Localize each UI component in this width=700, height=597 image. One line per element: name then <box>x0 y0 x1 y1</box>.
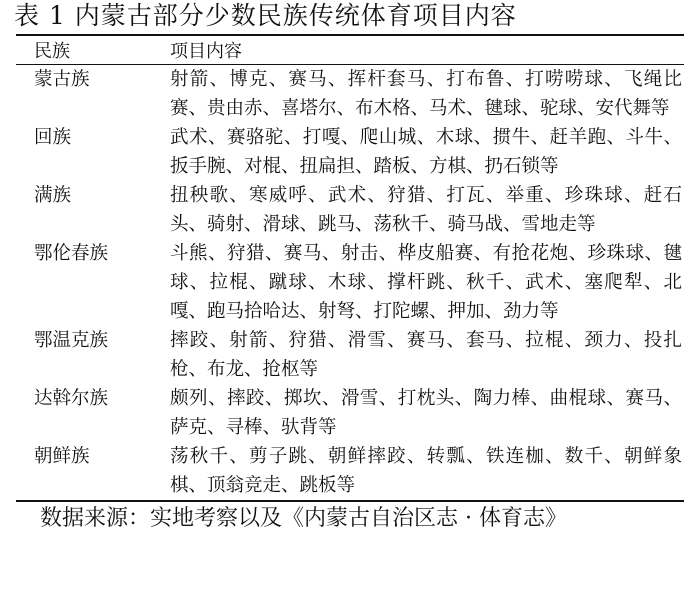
header-ethnic: 民族 <box>34 41 70 62</box>
table-bottom-rule <box>16 500 684 502</box>
content-cell: 摔跤、射箭、狩猎、滑雪、赛马、套马、拉棍、颈力、投扎枪、布龙、抢枢等 <box>170 330 682 380</box>
table-row <box>16 239 684 326</box>
ethnic-cell: 回族 <box>34 127 72 148</box>
content-cell: 武术、赛骆驼、打嘎、爬山城、木球、掼牛、赶羊跑、斗牛、扳手腕、对棍、扭扁担、踏板、方棋、扔石锁等 <box>170 127 682 177</box>
content-cell: 荡秋千、剪子跳、朝鲜摔跤、转瓢、铁连枷、数千、朝鲜象棋、顶翁竞走、跳板等 <box>170 446 682 496</box>
ethnic-cell: 蒙古族 <box>34 69 90 90</box>
table-row <box>16 65 684 123</box>
table-row <box>16 442 684 500</box>
content-cell: 扭秧歌、寒威呼、武术、狩猎、打瓦、举重、珍珠球、赶石头、骑射、滑球、跳马、荡秋千、骑马战、雪地走等 <box>170 185 682 235</box>
ethnic-cell: 鄂温克族 <box>34 330 109 351</box>
ethnic-cell: 达斡尔族 <box>34 388 109 409</box>
sports-table-body <box>16 65 684 500</box>
source-note: 数据来源：实地考察以及《内蒙古自治区志 · 体育志》 <box>40 506 567 531</box>
table-row <box>16 181 684 239</box>
ethnic-cell: 鄂伦春族 <box>34 243 109 264</box>
ethnic-cell: 朝鲜族 <box>34 446 90 467</box>
content-cell: 斗熊、狩猎、赛马、射击、桦皮船赛、有抢花炮、珍珠球、毽球、拉棍、蹴球、木球、撑杆跳、秋千、武术、塞爬犁、北嘎、跑马拾哈达、射弩、打陀螺、押加、劲力等 <box>170 243 682 322</box>
content-cell: 颇列、摔跤、掷坎、滑雪、打枕头、陶力棒、曲棍球、赛马、萨克、寻棒、驮背等 <box>170 388 682 438</box>
header-content: 项目内容 <box>170 41 242 62</box>
ethnic-cell: 满族 <box>34 185 72 206</box>
content-cell: 射箭、博克、赛马、挥杆套马、打布鲁、打唠唠球、飞绳比赛、贵由赤、喜塔尔、布木格、马术、毽球、驼球、安代舞等 <box>170 69 682 119</box>
table-row <box>16 326 684 384</box>
table-title: 表 1 内蒙古部分少数民族传统体育项目内容 <box>14 1 517 30</box>
table-row <box>16 123 684 181</box>
table-header-row <box>16 36 684 64</box>
table-row <box>16 384 684 442</box>
sports-table <box>16 36 684 64</box>
